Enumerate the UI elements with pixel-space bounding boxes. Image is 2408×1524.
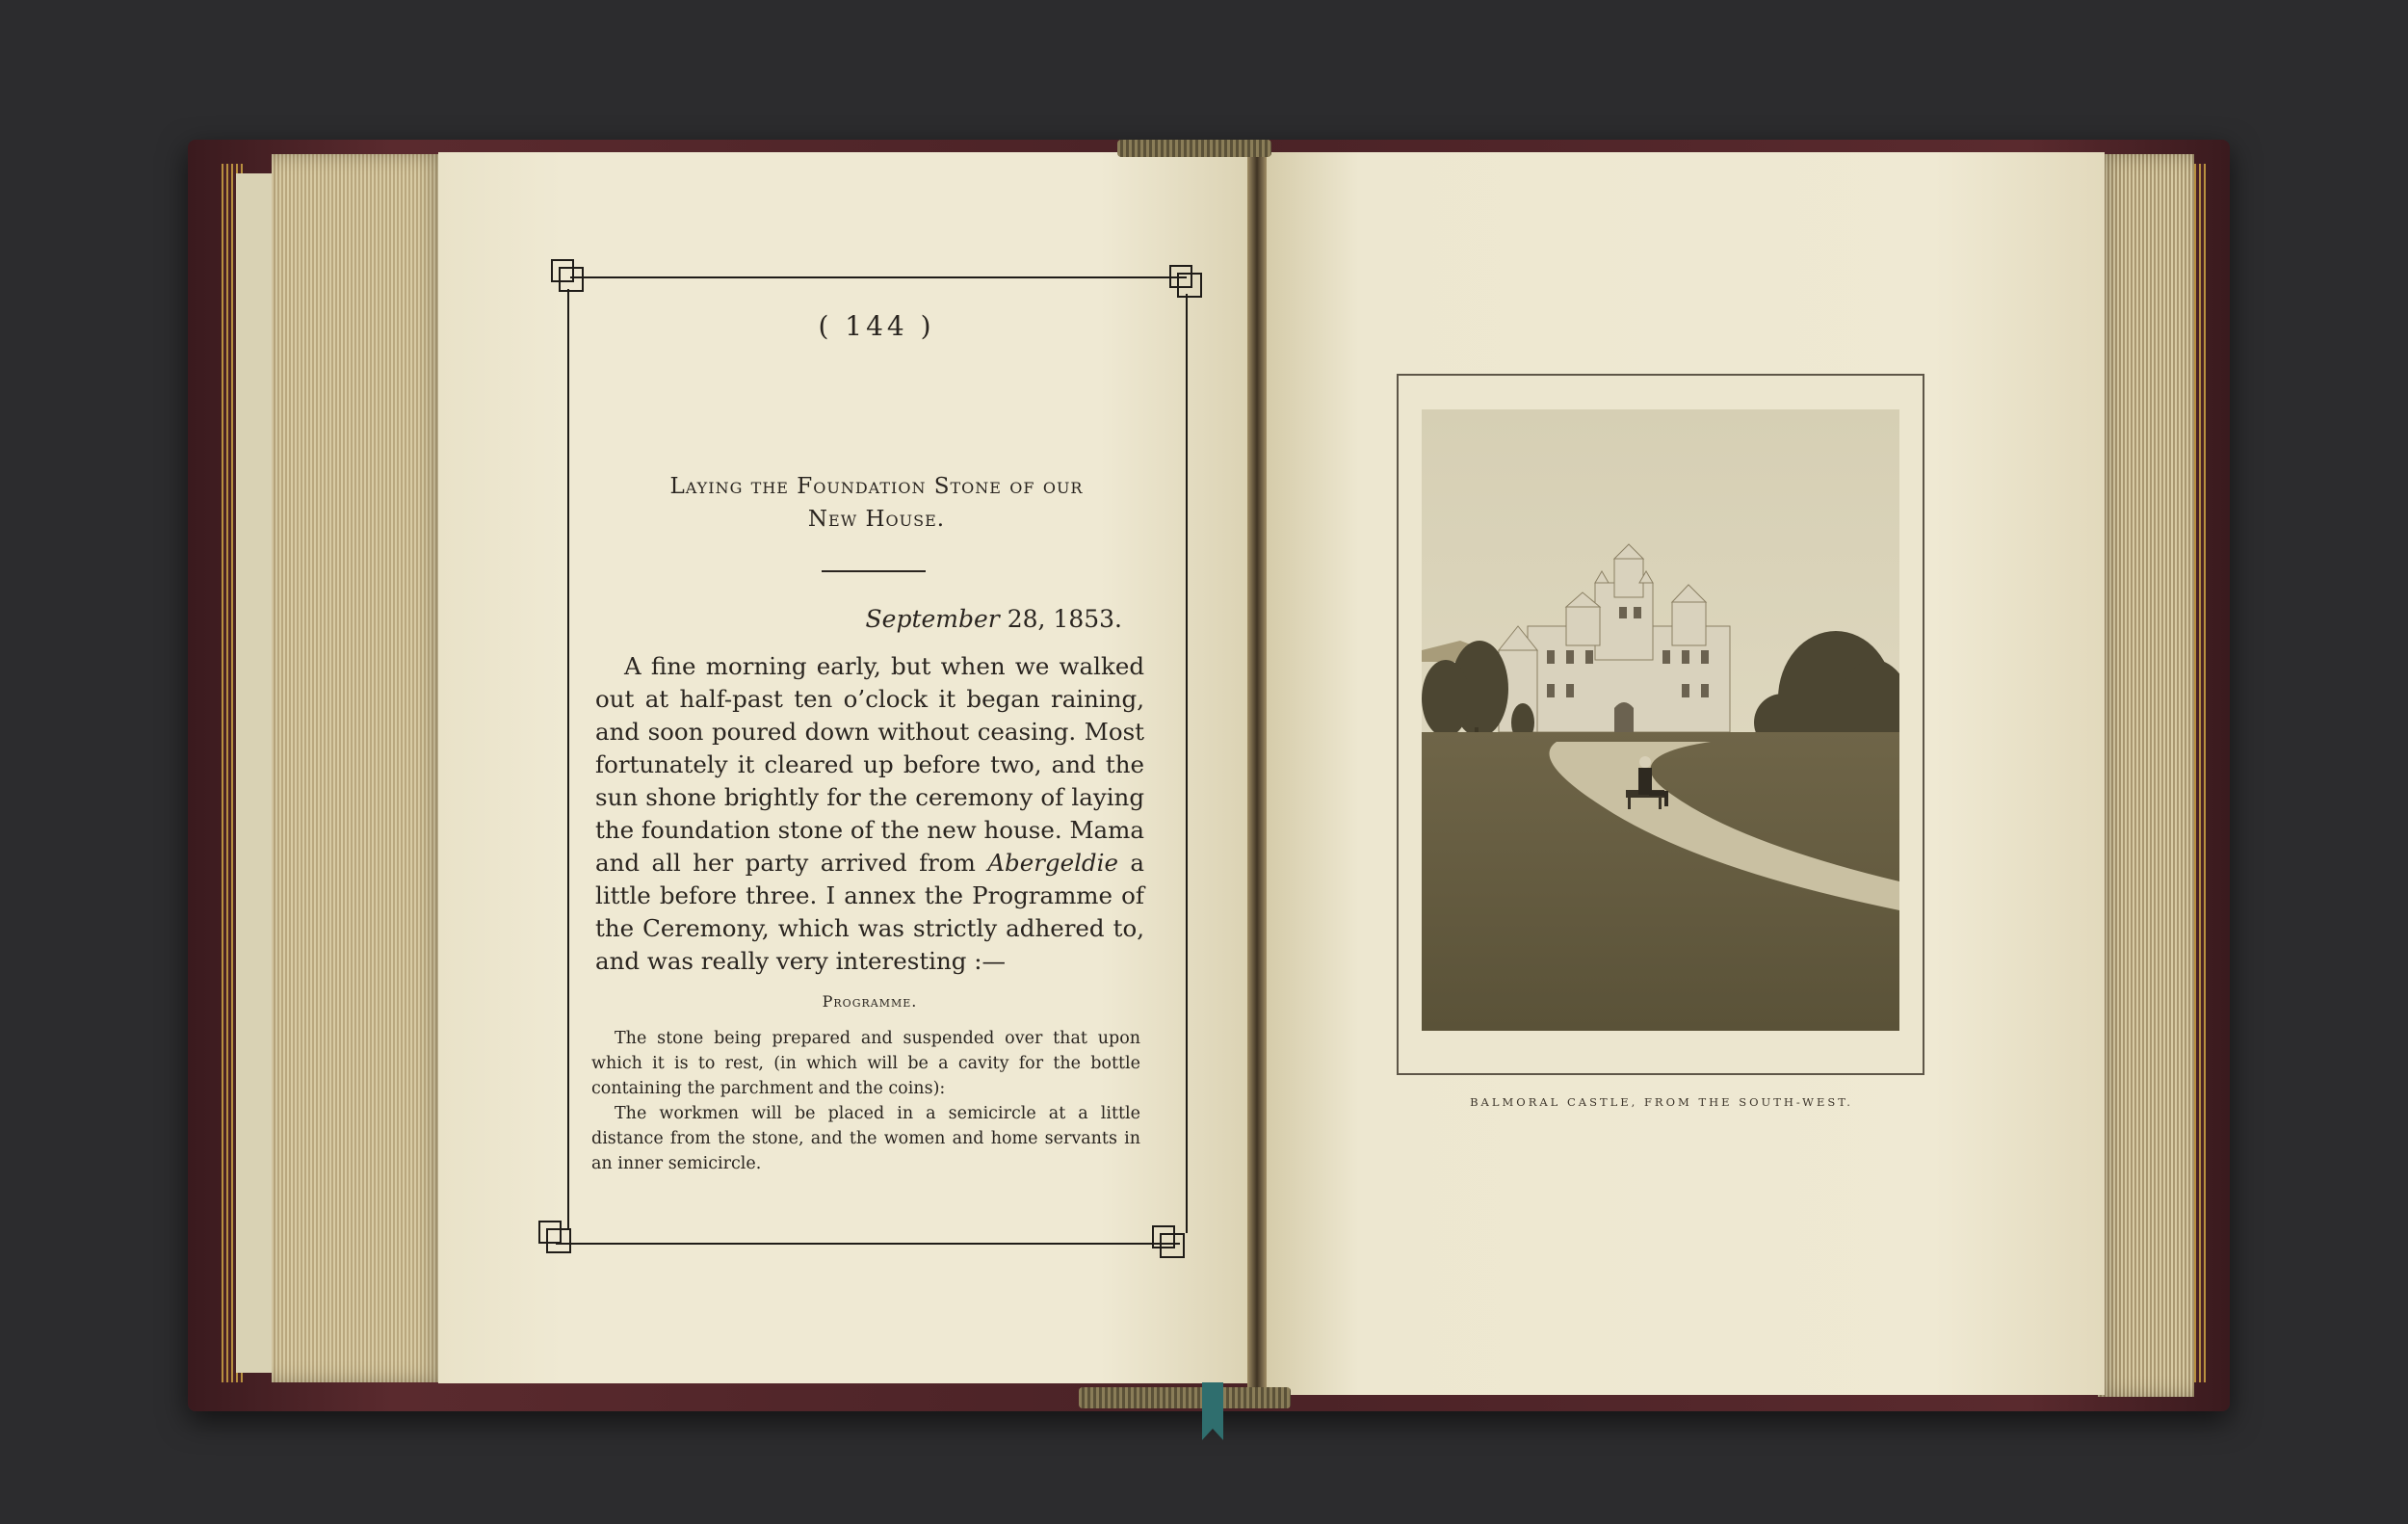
page-edges-left bbox=[272, 154, 445, 1382]
endpaper-left bbox=[236, 173, 275, 1373]
chapter-title bbox=[616, 470, 1137, 536]
body-paragraph bbox=[595, 650, 1144, 978]
date-day-year: 28, 1853. bbox=[999, 605, 1122, 633]
frame-corner-ornament bbox=[559, 267, 584, 292]
headband-top bbox=[1117, 140, 1271, 157]
programme-item: The stone being prepared and suspended over that upon which it is to rest, (in which will be a cavity for the bottle containing the parchment and the coins): bbox=[591, 1029, 1140, 1098]
castle-photograph bbox=[1422, 409, 1899, 1031]
page-number: ( 144 ) bbox=[818, 310, 935, 342]
bookmark-ribbon bbox=[1202, 1382, 1223, 1440]
frame-corner-ornament bbox=[1160, 1233, 1185, 1258]
chapter-title-line2: New House. bbox=[807, 507, 946, 532]
title-rule bbox=[822, 570, 926, 572]
paragraph-text-2: a little before three. I annex the Programme of the Ceremony, which was strictly adhered to, and was really very interesting :— bbox=[595, 849, 1144, 975]
paragraph-text-1: A fine morning early, but when we walked out at half-past ten o’clock it began raining, and soon poured down without ceasing. Most fortunately it cleared up before two, and the sun shone brightly for the ceremony of laying the foundation stone of the new house. Mama and all her party arrived from bbox=[595, 652, 1144, 877]
date-month: September bbox=[865, 605, 1000, 633]
page-edges-right bbox=[2098, 154, 2194, 1397]
programme-item: The workmen will be placed in a semicircle at a little distance from the stone, and the women and home servants in an inner semicircle. bbox=[591, 1104, 1140, 1173]
place-name: Abergeldie bbox=[987, 849, 1118, 877]
photo-caption: BALMORAL CASTLE, FROM THE SOUTH-WEST. bbox=[1470, 1095, 1853, 1109]
frame-corner-ornament bbox=[546, 1228, 571, 1253]
headband-bottom bbox=[1079, 1387, 1291, 1408]
frame-corner-ornament bbox=[1177, 273, 1202, 298]
entry-date bbox=[809, 605, 1122, 633]
chapter-title-line1: Laying the Foundation Stone of our bbox=[669, 474, 1084, 499]
book-gutter bbox=[1247, 145, 1267, 1397]
programme-text bbox=[591, 1026, 1140, 1176]
programme-heading: Programme. bbox=[822, 992, 918, 1011]
